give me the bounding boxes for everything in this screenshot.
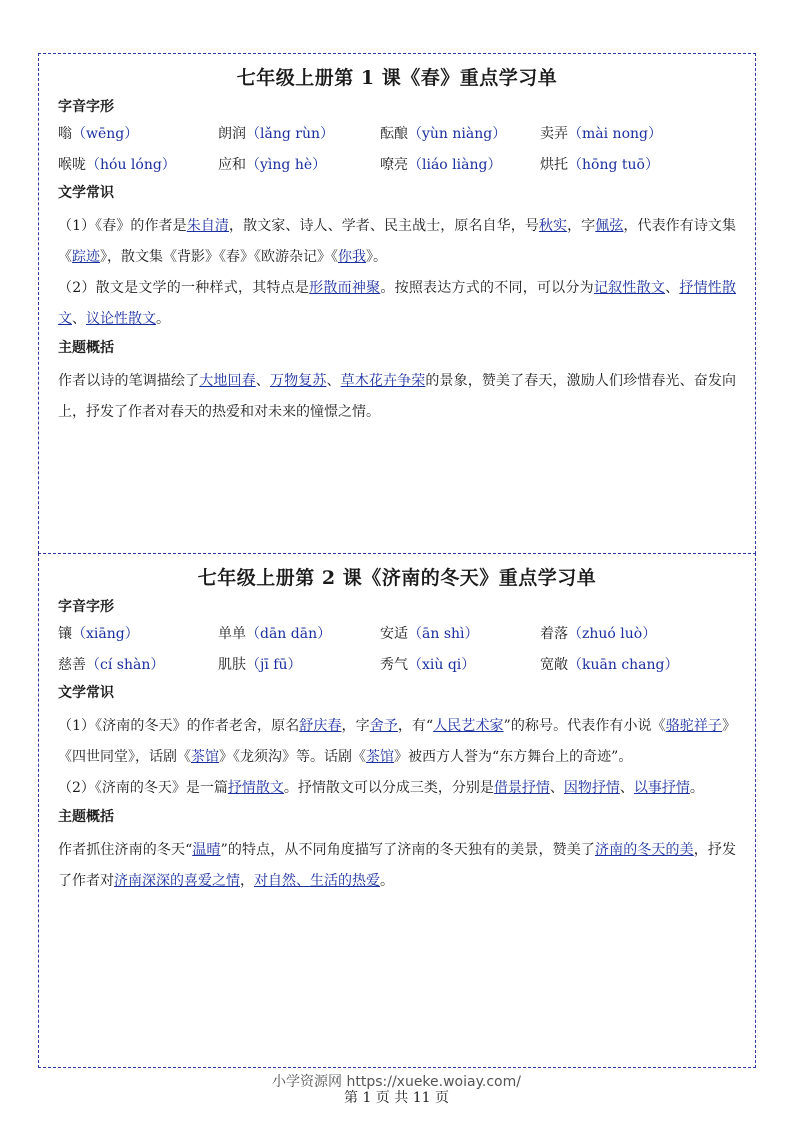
footer-site-url[interactable]: 小学资源网 https://xueke.woiay.com/ <box>272 1074 521 1090</box>
vocab-item: 喉咙（hóu lóng） <box>58 157 176 173</box>
vocab-item: 朗润（lǎng rùn） <box>218 126 334 142</box>
keyword-link[interactable]: 舒庆春 <box>299 718 342 734</box>
keyword-link[interactable]: 人民艺术家 <box>433 718 504 734</box>
lesson-1-vocab-heading: 字音字形 <box>58 99 114 115</box>
keyword-link[interactable]: 朱自清 <box>186 218 230 234</box>
vocab-item: 卖弄（mài nong） <box>540 126 662 142</box>
keyword-link[interactable]: 草木花卉争荣 <box>340 373 426 389</box>
keyword-link[interactable]: 记叙性散文 <box>593 280 666 296</box>
keyword-link[interactable]: 大地回春 <box>199 373 256 389</box>
keyword-link[interactable]: 以事抒情 <box>633 780 690 796</box>
keyword-link[interactable]: 秋实 <box>538 218 568 234</box>
vocab-item: 肌肤（jī fū） <box>218 657 302 673</box>
keyword-link[interactable]: 形散而神聚 <box>309 280 381 296</box>
keyword-link[interactable]: 佩弦 <box>595 218 624 234</box>
keyword-link[interactable]: 踪迹 <box>72 249 100 265</box>
vocab-item: 安适（ān shì） <box>380 626 479 642</box>
keyword-link[interactable]: 因物抒情 <box>563 780 620 796</box>
keyword-link[interactable]: 抒情性散文 <box>58 280 737 327</box>
lesson-2-literature-heading: 文学常识 <box>58 685 114 701</box>
vocab-item: 应和（yìng hè） <box>218 157 327 173</box>
lesson-1-title: 七年级上册第 1 课《春》重点学习单 <box>236 67 558 89</box>
lesson-2-card <box>38 553 756 1068</box>
vocab-item: 镶（xiāng） <box>58 626 139 642</box>
lesson-1-literature-para-1: （1）《春》的作者是朱自清，散文家、诗人、学者、民主战士，原名自华，号秋实，字佩弦，代表作有诗文集《踪迹》，散文集《背影》《春》《欧游杂记》《你我》。 <box>58 218 737 265</box>
vocab-item: 单单（dān dān） <box>218 626 332 642</box>
keyword-link[interactable]: 议论性散文 <box>86 311 156 327</box>
vocab-item: 嗡（wēng） <box>58 126 139 142</box>
lesson-1-theme-heading: 主题概括 <box>58 340 114 356</box>
lesson-1-theme-para: 作者以诗的笔调描绘了大地回春、万物复苏、草木花卉争荣的景象，赞美了春天，激励人们珍惜春光、奋发向上，抒发了作者对春天的热爱和对未来的憧憬之情。 <box>58 373 737 420</box>
lesson-2-literature-para-1: （1）《济南的冬天》的作者老舍，原名舒庆春，字舍予，有“人民艺术家”的称号。代表作有小说《骆驼祥子》《四世同堂》，话剧《茶馆》《龙须沟》等。话剧《茶馆》被西方人誉为“东方舞台上的奇迹”。 <box>58 718 737 765</box>
vocab-item: 慈善（cí shàn） <box>58 657 165 673</box>
lesson-1-card <box>38 53 756 554</box>
lesson-2-title: 七年级上册第 2 课《济南的冬天》重点学习单 <box>197 567 597 589</box>
keyword-link[interactable]: 济南深深的喜爱之情 <box>114 873 240 889</box>
lesson-2-theme-para: 作者抓住济南的冬天“温晴”的特点，从不同角度描写了济南的冬天独有的美景，赞美了济南的冬天的美，抒发了作者对济南深深的喜爱之情，对自然、生活的热爱。 <box>58 842 737 889</box>
vocab-item: 着落（zhuó luò） <box>540 626 657 642</box>
keyword-link[interactable]: 温晴 <box>192 842 221 858</box>
lesson-2-theme-heading: 主题概括 <box>58 809 114 825</box>
vocab-item: 嘹亮（liáo liàng） <box>380 157 502 173</box>
keyword-link[interactable]: 对自然、生活的热爱 <box>254 873 380 889</box>
footer-page-number: 第 1 页 共 11 页 <box>344 1090 449 1106</box>
vocab-item: 宽敞（kuān chang） <box>540 657 679 673</box>
lesson-1-literature-heading: 文学常识 <box>58 185 114 201</box>
lesson-2-literature-para-2: （2）《济南的冬天》是一篇抒情散文。抒情散文可以分成三类，分别是借景抒情、因物抒情、以事抒情。 <box>58 780 704 796</box>
keyword-link[interactable]: 借景抒情 <box>493 780 550 796</box>
vocab-item: 烘托（hōng tuō） <box>540 157 659 173</box>
keyword-link[interactable]: 骆驼祥子 <box>665 718 723 734</box>
lesson-2-vocab-heading: 字音字形 <box>58 599 114 615</box>
lesson-1-literature-para-2: （2）散文是文学的一种样式，其特点是形散而神聚。按照表达方式的不同，可以分为记叙性散文、抒情性散文、议论性散文。 <box>58 280 737 327</box>
vocab-item: 秀气（xiù qi） <box>380 657 476 673</box>
keyword-link[interactable]: 茶馆 <box>191 749 219 765</box>
vocab-item: 酝酿（yùn niàng） <box>380 126 507 142</box>
keyword-link[interactable]: 济南的冬天的美 <box>594 842 694 858</box>
keyword-link[interactable]: 抒情散文 <box>227 780 284 796</box>
keyword-link[interactable]: 万物复苏 <box>269 373 327 389</box>
keyword-link[interactable]: 你我 <box>338 249 366 265</box>
lesson-2-vocab-grid <box>58 625 736 674</box>
keyword-link[interactable]: 舍予 <box>369 718 398 734</box>
keyword-link[interactable]: 茶馆 <box>366 749 394 765</box>
lesson-1-vocab-grid <box>58 125 736 174</box>
